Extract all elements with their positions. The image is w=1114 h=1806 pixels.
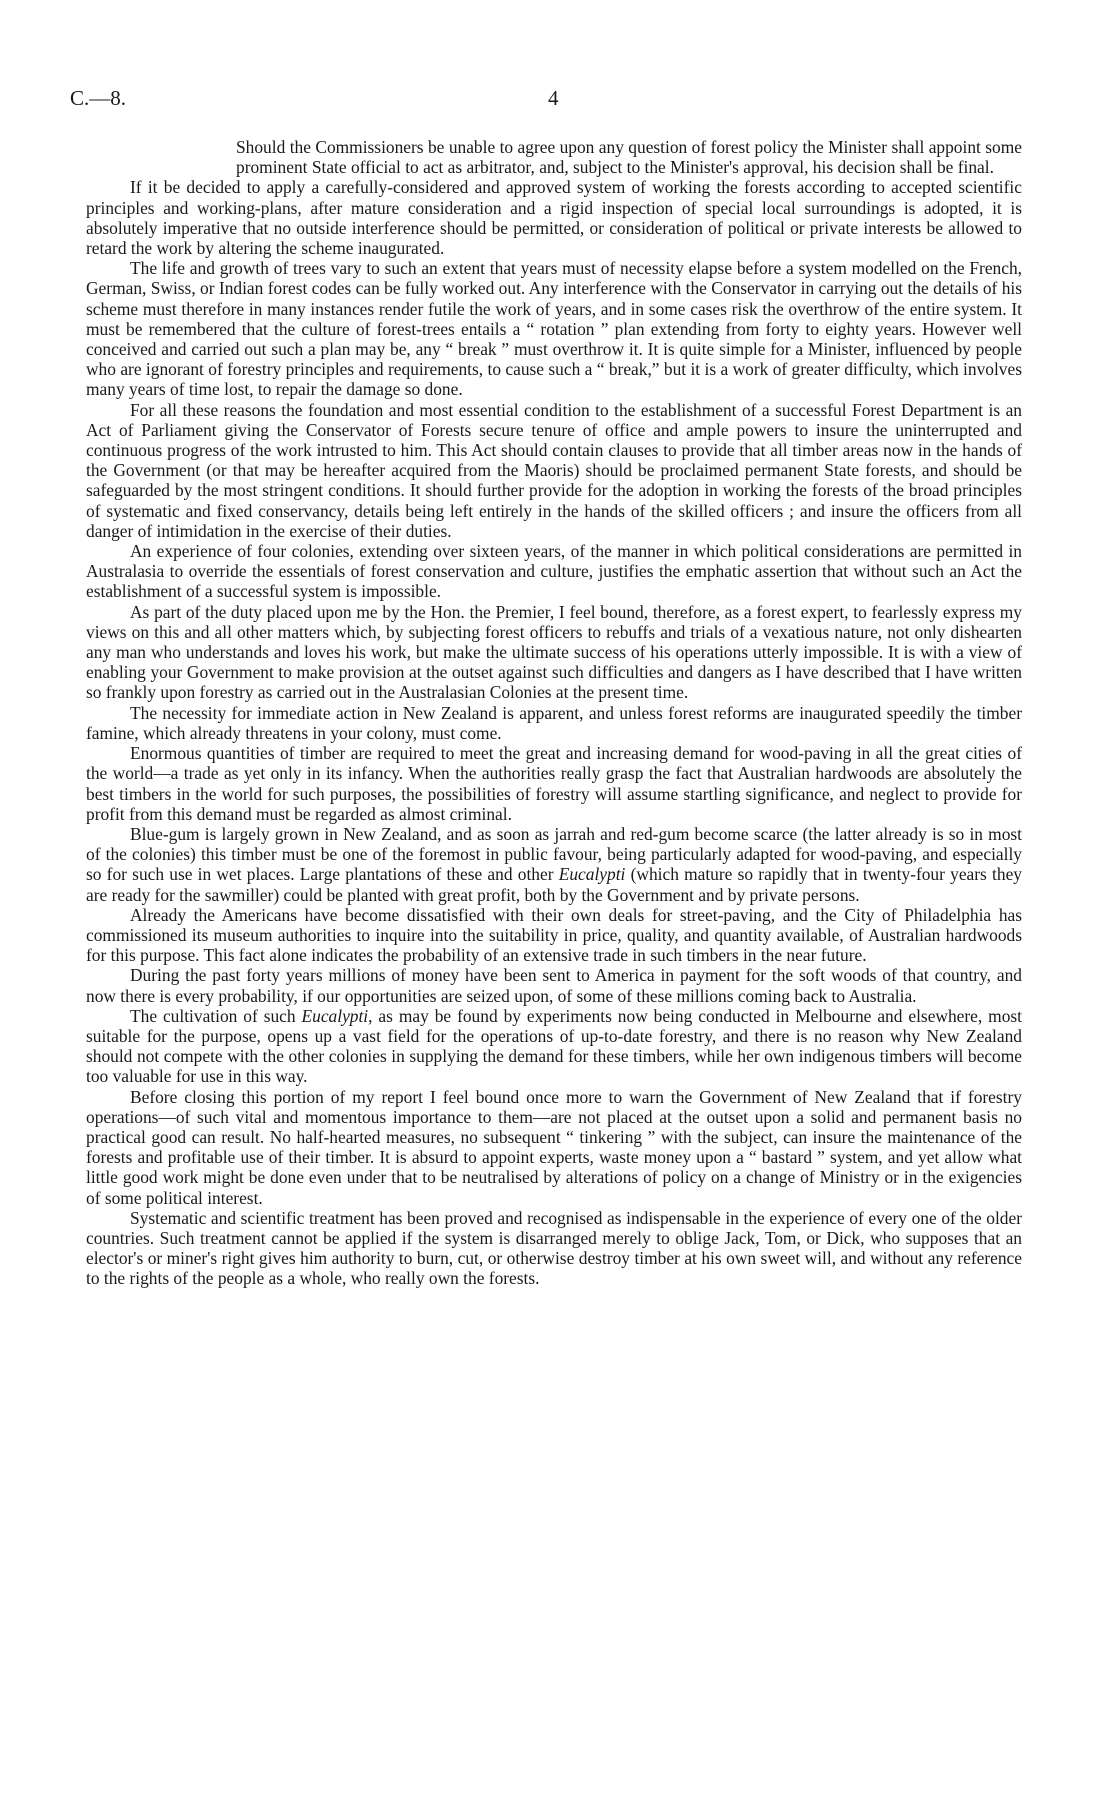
paragraph-cultivation xyxy=(86,1006,1022,1087)
paragraph-act-of-parliament: For all these reasons the foundation and most essential condition to the establishment of a successful Forest Department is an Act of Parliament giving the Conservator of Forests secure tenure of office and ample powers to insure the uninterrupted and continuous progress of the work intrusted to him. This Act should contain clauses to provide that all timber areas now in the hands of the Government (or that may be hereafter acquired from the Maoris) should be proclaimed permanent State forests, and should be safeguarded by the most stringent conditions. It should further provide for the adoption in working the forests of the broad principles of systematic and fixed conservancy, details being left entirely in the hands of the skilled officers ; and insure the officers from all danger of intimidation in the exercise of their duties. xyxy=(86,399,1022,541)
species-name-italic: Eucalypti xyxy=(558,864,626,885)
document-code: C.—8. xyxy=(70,86,127,110)
text-run: , as may be found by experiments now being conducted in Melbourne and elsewhere, most suitable for the purpose, opens up a vast field for the operations of up-to-date forestry, and there is no reason why New Zealand should not compete with the other colonies in supplying the demand for these timbers, while her own indigenous timbers will become too valuable for use in this way. xyxy=(86,1005,1022,1087)
paragraph-money-to-america: During the past forty years millions of money have been sent to America in payment for the soft woods of that country, and now there is every probability, if our opportunities are seized upon, of some of these millions coming back to Australia. xyxy=(86,965,1022,1006)
paragraph-no-interference: If it be decided to apply a carefully-considered and approved system of working the forests according to accepted scientific principles and working-plans, after mature consideration and a rigid inspection of special local surroundings is adopted, it is absolutely imperative that no outside interference should be permitted, or consideration of political or private interests be allowed to retard the work by altering the scheme inaugurated. xyxy=(86,177,1022,259)
species-name-italic: Eucalypti xyxy=(301,1005,369,1026)
page-number: 4 xyxy=(548,86,559,110)
paragraph-philadelphia: Already the Americans have become dissatisfied with their own deals for street-paving, and the City of Philadelphia has commissioned its museum authorities to inquire into the suitability in price, quality, and quantity available, of Australian hardwoods for this purpose. This fact alone indicates the probability of an extensive trade in such timbers in the near future. xyxy=(86,904,1022,966)
page-header xyxy=(70,86,1030,112)
paragraph-wood-paving: Enormous quantities of timber are required to meet the great and increasing demand for wood-paving in all the great cities of the world—a trade as yet only in its infancy. When the authorities really grasp the fact that Australian hardwoods are absolutely the best timbers in the world for such purposes, the possibilities of forestry will assume startling significance, and neglect to provide for profit from this demand must be regarded as almost criminal. xyxy=(86,743,1022,824)
text-run: The cultivation of such xyxy=(130,1005,302,1026)
paragraph-four-colonies: An experience of four colonies, extending over sixteen years, of the manner in which political considerations are permitted in Australasia to override the essentials of forest conservation and culture, justifies the emphatic assertion that without such an Act the establishment of a successful system is impossible. xyxy=(86,541,1022,602)
paragraph-warning: Before closing this portion of my report I feel bound once more to warn the Government of New Zealand that if forestry operations—of such vital and momentous importance to them—are not placed at the outset upon a solid and permanent basis no practical good can result. No half-hearted measures, no subsequent “ tinkering ” with the subject, can insure the maintenance of the forests and profitable use of their timber. It is absurd to appoint experts, waste money upon a “ bastard ” system, and yet allow what little good work might be done even under that to be neutralised by alterations of policy on a change of Ministry or in the exigencies of some political interest. xyxy=(86,1086,1022,1208)
text-run: Blue-gum is largely grown in New Zealand, and as soon as jarrah and red-gum become scarce (the latter already is so in most of the colonies) this timber must be one of the foremost in public favour, being particularly adapted for wood-paving, and especially so for such use in wet places. Large plantations of these and other xyxy=(86,823,1022,885)
text-run: (which mature so rapidly that in twenty-four years they are ready for the sawmiller) could be planted with great profit, both by the Government and by private persons. xyxy=(86,864,1022,905)
paragraph-immediate-action: The necessity for immediate action in New Zealand is apparent, and unless forest reforms are inaugurated speedily the timber famine, which already threatens in your colony, must come. xyxy=(86,702,1022,743)
paragraph-systematic-treatment: Systematic and scientific treatment has been proved and recognised as indispensable in the experience of every one of the older countries. Such treatment cannot be applied if the system is disarranged merely to oblige Jack, Tom, or Dick, who supposes that an elector's or miner's right gives him authority to burn, cut, or otherwise destroy timber at his own sweet will, and without any reference to the rights of the people as a whole, who really own the forests. xyxy=(86,1207,1022,1289)
paragraph-blue-gum xyxy=(86,824,1022,905)
paragraph-rotation-plan: The life and growth of trees vary to such an extent that years must of necessity elapse before a system modelled on the French, German, Swiss, or Indian forest codes can be fully worked out. Any interference with the Conservator in carrying out the details of his scheme must therefore in many instances render futile the work of years, and in some cases risk the overthrow of the entire system. It must be remembered that the culture of forest-trees entails a “ rotation ” plan extending from forty to eighty years. However well conceived and carried out such a plan may be, any “ break ” must overthrow it. It is quite simple for a Minister, influenced by people who are ignorant of forestry principles and requirements, to cause such a “ break,” but it is a work of greater difficulty, which involves many years of time lost, to repair the damage so done. xyxy=(86,258,1022,400)
report-body xyxy=(86,137,1022,1289)
paragraph-duty-to-premier: As part of the duty placed upon me by the Hon. the Premier, I feel bound, therefore, as a forest expert, to fearlessly express my views on this and all other matters which, by subjecting forest officers to rebuffs and trials of a vexatious nature, not only dishearten any man who understands and loves his work, but make the ultimate success of his operations utterly impossible. It is with a view of enabling your Government to make provision at the outset against such difficulties and dangers as I have described that I have written so frankly upon forestry as carried out in the Australasian Colonies at the present time. xyxy=(86,601,1022,703)
paragraph-arbitration-clause: Should the Commissioners be unable to agree upon any question of forest policy the Minister shall appoint some prominent State official to act as arbitrator, and, subject to the Minister's approval, his decision shall be final. xyxy=(236,137,1022,178)
